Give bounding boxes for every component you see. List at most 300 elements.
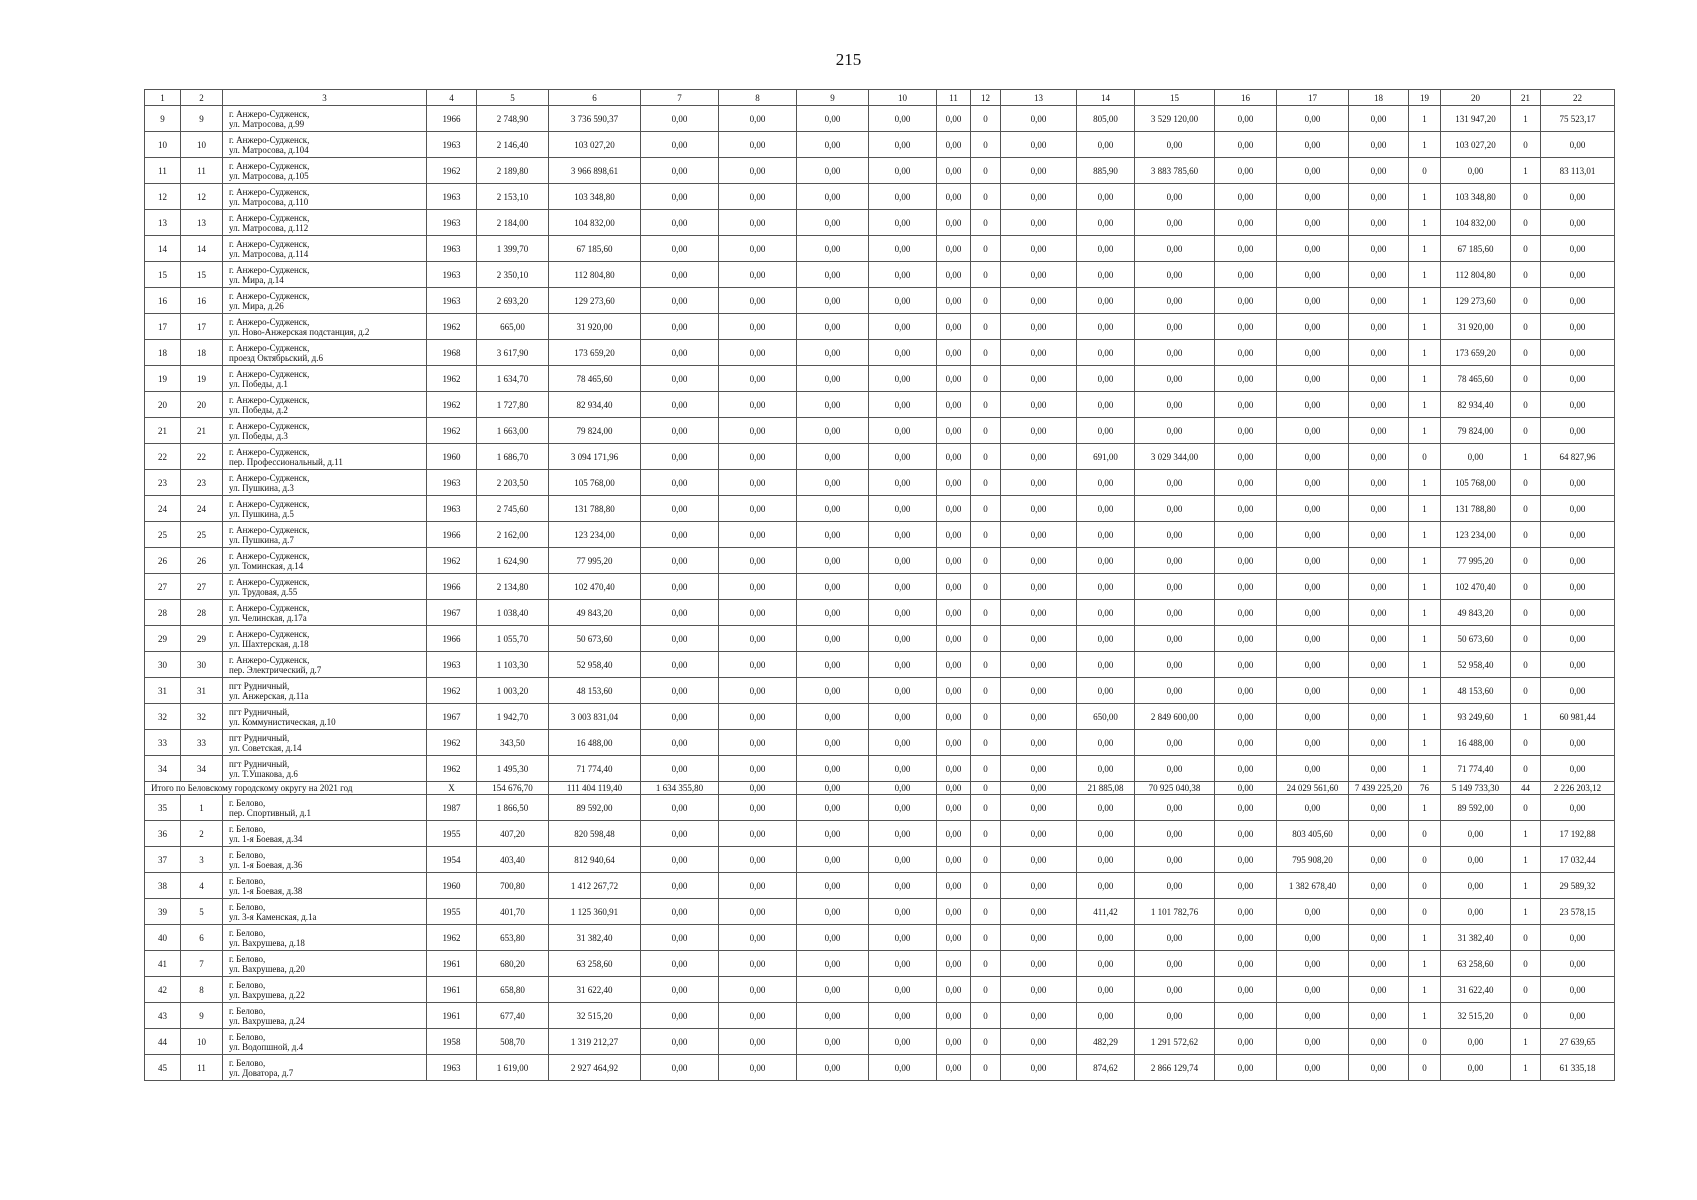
address-street: ул. Вахрушева, д.20 [229,963,305,974]
value-cell-col-20: 131 788,80 [1441,496,1511,522]
value-cell-col-22: 0,00 [1541,756,1615,782]
value-cell-col-12: 0 [971,626,1001,652]
address-cell [223,392,427,418]
value-cell-col-11: 0,00 [937,522,971,548]
value-cell-col-16: 0,00 [1215,288,1277,314]
value-cell-col-14: 0,00 [1077,184,1135,210]
value-cell-col-20: 52 958,40 [1441,652,1511,678]
value-cell-col-6: 82 934,40 [549,392,641,418]
value-cell-col-9: 0,00 [797,951,869,977]
row-number-cell: 17 [145,314,181,340]
value-cell-col-11: 0,00 [937,340,971,366]
value-cell-col-17: 0,00 [1277,704,1349,730]
value-cell-col-6: 49 843,20 [549,600,641,626]
value-cell-col-8: 0,00 [719,548,797,574]
value-cell-col-20: 32 515,20 [1441,1003,1511,1029]
row-number-cell: 25 [145,522,181,548]
value-cell-col-18: 0,00 [1349,418,1409,444]
column-number-10: 10 [869,90,937,106]
value-cell-col-7: 0,00 [641,210,719,236]
value-cell-col-21: 0 [1511,184,1541,210]
value-cell-col-15: 0,00 [1135,366,1215,392]
row-number-cell: 12 [145,184,181,210]
row-number-cell: 11 [145,158,181,184]
value-cell-col-21: 0 [1511,418,1541,444]
total-row [145,782,1615,795]
column-number-11: 11 [937,90,971,106]
value-cell-col-22: 75 523,17 [1541,106,1615,132]
value-cell-col-19: 1 [1409,756,1441,782]
total-value-col-9: 0,00 [797,782,869,795]
value-cell-col-10: 0,00 [869,210,937,236]
address-street: пер. Спортивный, д.1 [229,807,312,818]
value-cell-col-20: 129 273,60 [1441,288,1511,314]
value-cell-col-13: 0,00 [1001,236,1077,262]
value-cell-col-21: 0 [1511,314,1541,340]
value-cell-col-12: 0 [971,496,1001,522]
value-cell-col-5: 653,80 [477,925,549,951]
row-number-cell: 14 [145,236,181,262]
total-value-col-21: 44 [1511,782,1541,795]
address-locality: г. Анжеро-Судженск, [229,316,310,327]
value-cell-col-9: 0,00 [797,522,869,548]
value-cell-col-10: 0,00 [869,392,937,418]
value-cell-col-17: 0,00 [1277,366,1349,392]
value-cell-col-8: 0,00 [719,899,797,925]
value-cell-col-14: 0,00 [1077,366,1135,392]
value-cell-col-14: 691,00 [1077,444,1135,470]
value-cell-col-17: 0,00 [1277,899,1349,925]
address-locality: г. Белово, [229,1031,266,1042]
value-cell-col-17: 0,00 [1277,756,1349,782]
value-cell-col-14: 0,00 [1077,977,1135,1003]
value-cell-col-4: 1966 [427,626,477,652]
value-cell-col-9: 0,00 [797,444,869,470]
table-row [145,262,1615,288]
table-row [145,496,1615,522]
value-cell-col-17: 0,00 [1277,730,1349,756]
value-cell-col-17: 803 405,60 [1277,821,1349,847]
value-cell-col-18: 0,00 [1349,132,1409,158]
value-cell-col-12: 0 [971,795,1001,821]
value-cell-col-14: 482,29 [1077,1029,1135,1055]
value-cell-col-12: 0 [971,925,1001,951]
value-cell-col-20: 104 832,00 [1441,210,1511,236]
row-number-cell: 33 [145,730,181,756]
table-row [145,132,1615,158]
value-cell-col-20: 31 920,00 [1441,314,1511,340]
value-cell-col-21: 0 [1511,470,1541,496]
value-cell-col-18: 0,00 [1349,444,1409,470]
total-value-col-19: 76 [1409,782,1441,795]
value-cell-col-6: 77 995,20 [549,548,641,574]
value-cell-col-21: 0 [1511,1003,1541,1029]
value-cell-col-19: 1 [1409,977,1441,1003]
value-cell-col-17: 0,00 [1277,106,1349,132]
table-row [145,704,1615,730]
value-cell-col-17: 0,00 [1277,652,1349,678]
address-street: ул. 1-я Боевая, д.34 [229,833,303,844]
address-cell [223,1055,427,1081]
value-cell-col-17: 0,00 [1277,210,1349,236]
table-row [145,288,1615,314]
value-cell-col-21: 0 [1511,977,1541,1003]
value-cell-col-7: 0,00 [641,626,719,652]
value-cell-col-9: 0,00 [797,184,869,210]
row-local-number-cell: 28 [181,600,223,626]
value-cell-col-6: 48 153,60 [549,678,641,704]
value-cell-col-19: 1 [1409,418,1441,444]
value-cell-col-18: 0,00 [1349,951,1409,977]
value-cell-col-7: 0,00 [641,106,719,132]
value-cell-col-13: 0,00 [1001,821,1077,847]
value-cell-col-14: 0,00 [1077,600,1135,626]
value-cell-col-21: 0 [1511,652,1541,678]
address-locality: г. Анжеро-Судженск, [229,654,310,665]
value-cell-col-14: 0,00 [1077,314,1135,340]
value-cell-col-4: 1962 [427,730,477,756]
value-cell-col-14: 0,00 [1077,496,1135,522]
table-row [145,652,1615,678]
value-cell-col-18: 0,00 [1349,704,1409,730]
row-local-number-cell: 16 [181,288,223,314]
value-cell-col-7: 0,00 [641,652,719,678]
value-cell-col-6: 131 788,80 [549,496,641,522]
address-locality: г. Анжеро-Судженск, [229,498,310,509]
value-cell-col-7: 0,00 [641,873,719,899]
value-cell-col-18: 0,00 [1349,288,1409,314]
address-locality: г. Анжеро-Судженск, [229,472,310,483]
value-cell-col-14: 805,00 [1077,106,1135,132]
value-cell-col-5: 2 146,40 [477,132,549,158]
address-cell [223,496,427,522]
value-cell-col-12: 0 [971,470,1001,496]
column-number-5: 5 [477,90,549,106]
row-number-cell: 35 [145,795,181,821]
value-cell-col-12: 0 [971,1055,1001,1081]
page-number: 215 [835,50,862,69]
value-cell-col-7: 0,00 [641,314,719,340]
value-cell-col-6: 31 622,40 [549,977,641,1003]
value-cell-col-18: 0,00 [1349,340,1409,366]
value-cell-col-16: 0,00 [1215,1055,1277,1081]
value-cell-col-4: 1962 [427,418,477,444]
value-cell-col-16: 0,00 [1215,951,1277,977]
address-cell [223,574,427,600]
value-cell-col-12: 0 [971,288,1001,314]
value-cell-col-19: 1 [1409,626,1441,652]
value-cell-col-15: 0,00 [1135,873,1215,899]
row-local-number-cell: 5 [181,899,223,925]
value-cell-col-16: 0,00 [1215,899,1277,925]
value-cell-col-9: 0,00 [797,392,869,418]
address-locality: г. Белово, [229,901,266,912]
value-cell-col-10: 0,00 [869,314,937,340]
value-cell-col-8: 0,00 [719,600,797,626]
row-number-cell: 24 [145,496,181,522]
value-cell-col-21: 0 [1511,574,1541,600]
value-cell-col-17: 0,00 [1277,1003,1349,1029]
value-cell-col-22: 0,00 [1541,678,1615,704]
row-local-number-cell: 27 [181,574,223,600]
value-cell-col-19: 1 [1409,795,1441,821]
value-cell-col-19: 1 [1409,678,1441,704]
value-cell-col-12: 0 [971,600,1001,626]
value-cell-col-21: 0 [1511,288,1541,314]
row-local-number-cell: 11 [181,158,223,184]
value-cell-col-14: 0,00 [1077,821,1135,847]
value-cell-col-10: 0,00 [869,730,937,756]
table-row [145,1003,1615,1029]
value-cell-col-8: 0,00 [719,444,797,470]
address-cell [223,210,427,236]
value-cell-col-4: 1962 [427,925,477,951]
value-cell-col-9: 0,00 [797,158,869,184]
value-cell-col-11: 0,00 [937,626,971,652]
value-cell-col-5: 1 038,40 [477,600,549,626]
value-cell-col-22: 0,00 [1541,574,1615,600]
value-cell-col-9: 0,00 [797,821,869,847]
value-cell-col-11: 0,00 [937,132,971,158]
address-locality: г. Анжеро-Судженск, [229,524,310,535]
address-cell [223,106,427,132]
value-cell-col-4: 1962 [427,392,477,418]
value-cell-col-6: 102 470,40 [549,574,641,600]
value-cell-col-19: 1 [1409,288,1441,314]
value-cell-col-4: 1963 [427,288,477,314]
value-cell-col-9: 0,00 [797,106,869,132]
column-number-3: 3 [223,90,427,106]
value-cell-col-10: 0,00 [869,600,937,626]
value-cell-col-6: 52 958,40 [549,652,641,678]
value-cell-col-19: 0 [1409,873,1441,899]
value-cell-col-8: 0,00 [719,1003,797,1029]
value-cell-col-17: 0,00 [1277,678,1349,704]
row-number-cell: 27 [145,574,181,600]
value-cell-col-5: 1 634,70 [477,366,549,392]
address-cell [223,184,427,210]
value-cell-col-5: 2 203,50 [477,470,549,496]
value-cell-col-4: 1961 [427,977,477,1003]
value-cell-col-14: 0,00 [1077,236,1135,262]
value-cell-col-17: 0,00 [1277,444,1349,470]
row-number-cell: 19 [145,366,181,392]
value-cell-col-8: 0,00 [719,184,797,210]
row-number-cell: 29 [145,626,181,652]
value-cell-col-11: 0,00 [937,236,971,262]
value-cell-col-14: 0,00 [1077,132,1135,158]
value-cell-col-12: 0 [971,1029,1001,1055]
value-cell-col-13: 0,00 [1001,522,1077,548]
value-cell-col-21: 1 [1511,106,1541,132]
address-cell [223,262,427,288]
value-cell-col-16: 0,00 [1215,470,1277,496]
value-cell-col-8: 0,00 [719,821,797,847]
value-cell-col-11: 0,00 [937,730,971,756]
value-cell-col-5: 1 727,80 [477,392,549,418]
value-cell-col-19: 0 [1409,821,1441,847]
value-cell-col-20: 89 592,00 [1441,795,1511,821]
value-cell-col-6: 63 258,60 [549,951,641,977]
value-cell-col-7: 0,00 [641,496,719,522]
row-local-number-cell: 7 [181,951,223,977]
value-cell-col-18: 0,00 [1349,756,1409,782]
value-cell-col-20: 0,00 [1441,899,1511,925]
value-cell-col-4: 1963 [427,184,477,210]
address-cell [223,899,427,925]
value-cell-col-20: 103 348,80 [1441,184,1511,210]
value-cell-col-16: 0,00 [1215,847,1277,873]
address-cell [223,626,427,652]
table-row [145,106,1615,132]
value-cell-col-8: 0,00 [719,847,797,873]
total-value-col-10: 0,00 [869,782,937,795]
value-cell-col-10: 0,00 [869,652,937,678]
row-number-cell: 10 [145,132,181,158]
value-cell-col-9: 0,00 [797,314,869,340]
value-cell-col-4: 1966 [427,106,477,132]
row-number-cell: 37 [145,847,181,873]
value-cell-col-8: 0,00 [719,106,797,132]
value-cell-col-8: 0,00 [719,340,797,366]
value-cell-col-12: 0 [971,730,1001,756]
column-number-22: 22 [1541,90,1615,106]
value-cell-col-15: 0,00 [1135,678,1215,704]
value-cell-col-20: 103 027,20 [1441,132,1511,158]
value-cell-col-4: 1967 [427,600,477,626]
value-cell-col-10: 0,00 [869,574,937,600]
value-cell-col-5: 1 103,30 [477,652,549,678]
table-row [145,1055,1615,1081]
value-cell-col-13: 0,00 [1001,951,1077,977]
address-cell [223,795,427,821]
value-cell-col-14: 0,00 [1077,340,1135,366]
address-street: проезд Октябрьский, д.6 [229,352,323,363]
value-cell-col-9: 0,00 [797,600,869,626]
value-cell-col-12: 0 [971,756,1001,782]
address-locality: г. Анжеро-Судженск, [229,602,310,613]
value-cell-col-12: 0 [971,977,1001,1003]
value-cell-col-5: 1 866,50 [477,795,549,821]
value-cell-col-11: 0,00 [937,652,971,678]
value-cell-col-16: 0,00 [1215,574,1277,600]
value-cell-col-9: 0,00 [797,496,869,522]
value-cell-col-5: 1 399,70 [477,236,549,262]
value-cell-col-7: 0,00 [641,132,719,158]
value-cell-col-18: 0,00 [1349,522,1409,548]
address-street: ул. Трудовая, д.55 [229,586,298,597]
value-cell-col-13: 0,00 [1001,288,1077,314]
address-locality: г. Белово, [229,1057,266,1068]
value-cell-col-13: 0,00 [1001,899,1077,925]
value-cell-col-15: 0,00 [1135,262,1215,288]
value-cell-col-15: 0,00 [1135,730,1215,756]
value-cell-col-17: 795 908,20 [1277,847,1349,873]
value-cell-col-17: 0,00 [1277,236,1349,262]
value-cell-col-5: 2 350,10 [477,262,549,288]
value-cell-col-21: 1 [1511,1055,1541,1081]
value-cell-col-17: 1 382 678,40 [1277,873,1349,899]
row-number-cell: 15 [145,262,181,288]
address-street: ул. Матросова, д.112 [229,222,309,233]
row-local-number-cell: 11 [181,1055,223,1081]
value-cell-col-5: 2 745,60 [477,496,549,522]
value-cell-col-22: 0,00 [1541,652,1615,678]
value-cell-col-8: 0,00 [719,951,797,977]
value-cell-col-20: 82 934,40 [1441,392,1511,418]
value-cell-col-19: 1 [1409,522,1441,548]
value-cell-col-17: 0,00 [1277,522,1349,548]
value-cell-col-19: 1 [1409,340,1441,366]
value-cell-col-7: 0,00 [641,821,719,847]
value-cell-col-20: 31 382,40 [1441,925,1511,951]
value-cell-col-18: 0,00 [1349,795,1409,821]
value-cell-col-16: 0,00 [1215,730,1277,756]
value-cell-col-8: 0,00 [719,392,797,418]
value-cell-col-10: 0,00 [869,951,937,977]
address-cell [223,704,427,730]
value-cell-col-8: 0,00 [719,626,797,652]
address-street: ул. Вахрушева, д.24 [229,1015,305,1026]
value-cell-col-21: 0 [1511,925,1541,951]
address-street: ул. 1-я Боевая, д.36 [229,859,303,870]
value-cell-col-11: 0,00 [937,977,971,1003]
value-cell-col-8: 0,00 [719,132,797,158]
value-cell-col-20: 67 185,60 [1441,236,1511,262]
column-number-4: 4 [427,90,477,106]
address-cell [223,652,427,678]
value-cell-col-11: 0,00 [937,470,971,496]
column-number-7: 7 [641,90,719,106]
address-cell [223,873,427,899]
table-row [145,366,1615,392]
value-cell-col-16: 0,00 [1215,548,1277,574]
row-number-cell: 18 [145,340,181,366]
value-cell-col-11: 0,00 [937,873,971,899]
value-cell-col-4: 1963 [427,236,477,262]
value-cell-col-10: 0,00 [869,977,937,1003]
address-cell [223,288,427,314]
value-cell-col-17: 0,00 [1277,132,1349,158]
value-cell-col-8: 0,00 [719,158,797,184]
value-cell-col-20: 31 622,40 [1441,977,1511,1003]
row-local-number-cell: 32 [181,704,223,730]
value-cell-col-15: 0,00 [1135,626,1215,652]
address-locality: пгт Рудничный, [229,706,290,717]
value-cell-col-12: 0 [971,340,1001,366]
value-cell-col-13: 0,00 [1001,496,1077,522]
value-cell-col-16: 0,00 [1215,132,1277,158]
value-cell-col-8: 0,00 [719,574,797,600]
value-cell-col-6: 103 027,20 [549,132,641,158]
value-cell-col-7: 0,00 [641,977,719,1003]
value-cell-col-4: 1954 [427,847,477,873]
value-cell-col-5: 1 624,90 [477,548,549,574]
value-cell-col-5: 1 619,00 [477,1055,549,1081]
value-cell-col-6: 112 804,80 [549,262,641,288]
value-cell-col-5: 1 942,70 [477,704,549,730]
value-cell-col-14: 0,00 [1077,678,1135,704]
value-cell-col-11: 0,00 [937,106,971,132]
value-cell-col-19: 1 [1409,184,1441,210]
address-street: ул. Победы, д.1 [229,378,288,389]
value-cell-col-14: 0,00 [1077,418,1135,444]
value-cell-col-4: 1963 [427,210,477,236]
value-cell-col-13: 0,00 [1001,1055,1077,1081]
value-cell-col-20: 77 995,20 [1441,548,1511,574]
value-cell-col-14: 0,00 [1077,847,1135,873]
value-cell-col-17: 0,00 [1277,1055,1349,1081]
